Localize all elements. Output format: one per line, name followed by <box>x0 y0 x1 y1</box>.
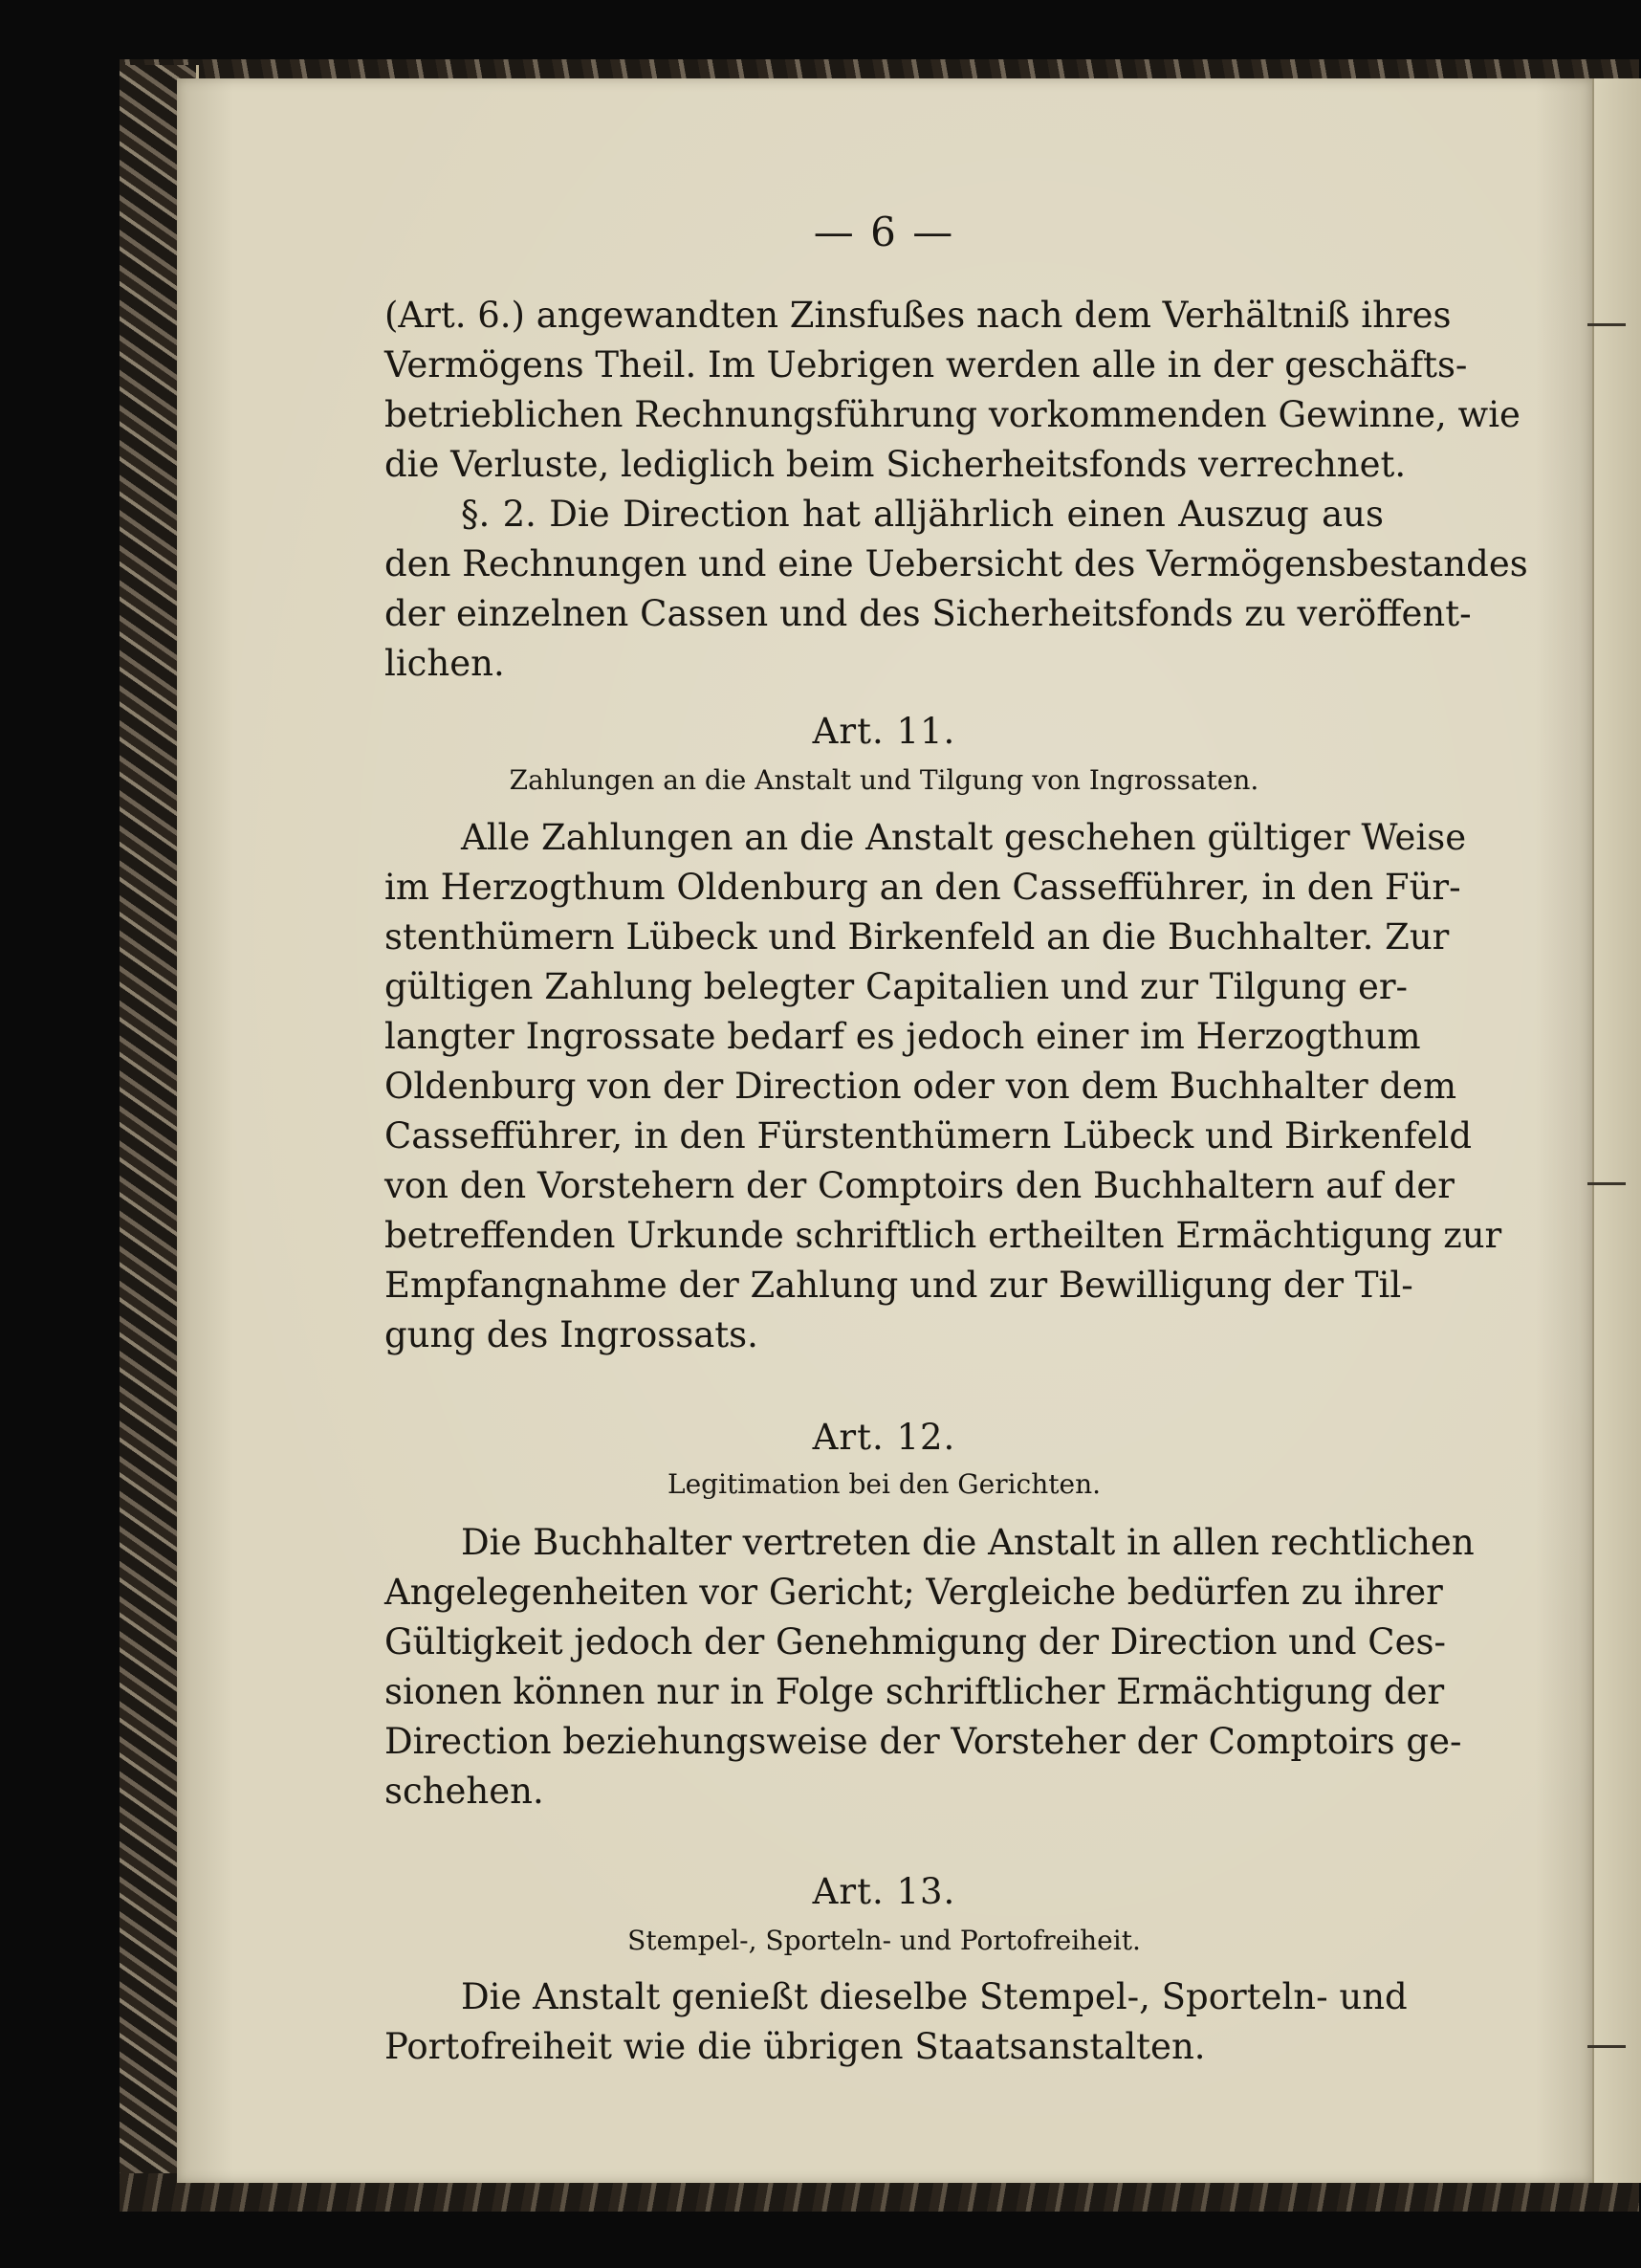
text-line: Die Buchhalter vertreten die Anstalt in allen rechtlichen <box>461 1522 1475 1563</box>
article-heading: Art. 12. <box>812 1417 956 1458</box>
text-line: Direction beziehungsweise der Vorsteher der Comptoirs ge- <box>384 1721 1462 1762</box>
text-line: Portofreiheit wie die übrigen Staatsanstalten. <box>384 2026 1206 2067</box>
article-subheading: Zahlungen an die Anstalt und Tilgung von Ingrossaten. <box>509 764 1259 796</box>
text-line: (Art. 6.) angewandten Zinsfußes nach dem Verhältniß ihres <box>384 295 1452 336</box>
text-line: schehen. <box>384 1771 544 1812</box>
text-line: Alle Zahlungen an die Anstalt geschehen gültiger Weise <box>461 817 1467 858</box>
article-heading: Art. 11. <box>812 711 956 752</box>
text-line: Vermögens Theil. Im Uebrigen werden alle in der geschäfts- <box>384 344 1468 385</box>
text-line: der einzelnen Cassen und des Sicherheitsfonds zu veröffent- <box>384 593 1472 634</box>
page-gutter <box>1592 78 1641 2183</box>
text-line: Oldenburg von der Direction oder von dem Buchhalter dem <box>384 1066 1457 1107</box>
text-line: den Rechnungen und eine Uebersicht des Vermögensbestandes <box>384 543 1528 584</box>
article-subheading: Stempel-, Sporteln- und Portofreiheit. <box>627 1925 1141 1956</box>
text-line: Cassefführer, in den Fürstenthümern Lübeck und Birkenfeld <box>384 1115 1473 1156</box>
text-line: Die Anstalt genießt dieselbe Stempel-, Sporteln- und <box>461 1976 1408 2017</box>
text-line: im Herzogthum Oldenburg an den Cassefführer, in den Für- <box>384 867 1461 908</box>
text-line: gung des Ingrossats. <box>384 1314 758 1355</box>
page-number: — 6 — <box>813 209 955 255</box>
binding-stitch <box>1587 2045 1626 2048</box>
text-line: betrieblichen Rechnungsführung vorkommenden Gewinne, wie <box>384 394 1521 435</box>
text-line: Empfangnahme der Zahlung und zur Bewilligung der Til- <box>384 1265 1413 1306</box>
text-line: Angelegenheiten vor Gericht; Vergleiche bedürfen zu ihrer <box>384 1572 1443 1613</box>
article-heading: Art. 13. <box>812 1871 956 1912</box>
text-line: §. 2. Die Direction hat alljährlich einen Auszug aus <box>461 494 1384 535</box>
text-line: langter Ingrossate bedarf es jedoch einer im Herzogthum <box>384 1016 1421 1057</box>
binding-stitch <box>1587 1182 1626 1185</box>
text-line: gültigen Zahlung belegter Capitalien und zur Tilgung er- <box>384 966 1409 1007</box>
binding-stitch <box>1587 323 1626 326</box>
text-line: die Verluste, lediglich beim Sicherheitsfonds verrechnet. <box>384 444 1407 485</box>
text-line: Gültigkeit jedoch der Genehmigung der Direction und Ces- <box>384 1621 1446 1662</box>
text-line: von den Vorstehern der Comptoirs den Buchhaltern auf der <box>384 1165 1455 1206</box>
text-line: lichen. <box>384 643 505 684</box>
text-line: sionen können nur in Folge schriftlicher Ermächtigung der <box>384 1671 1445 1712</box>
text-line: betreffenden Urkunde schriftlich ertheilten Ermächtigung zur <box>384 1215 1502 1256</box>
article-subheading: Legitimation bei den Gerichten. <box>667 1468 1102 1500</box>
text-line: stenthümern Lübeck und Birkenfeld an die Buchhalter. Zur <box>384 916 1450 958</box>
